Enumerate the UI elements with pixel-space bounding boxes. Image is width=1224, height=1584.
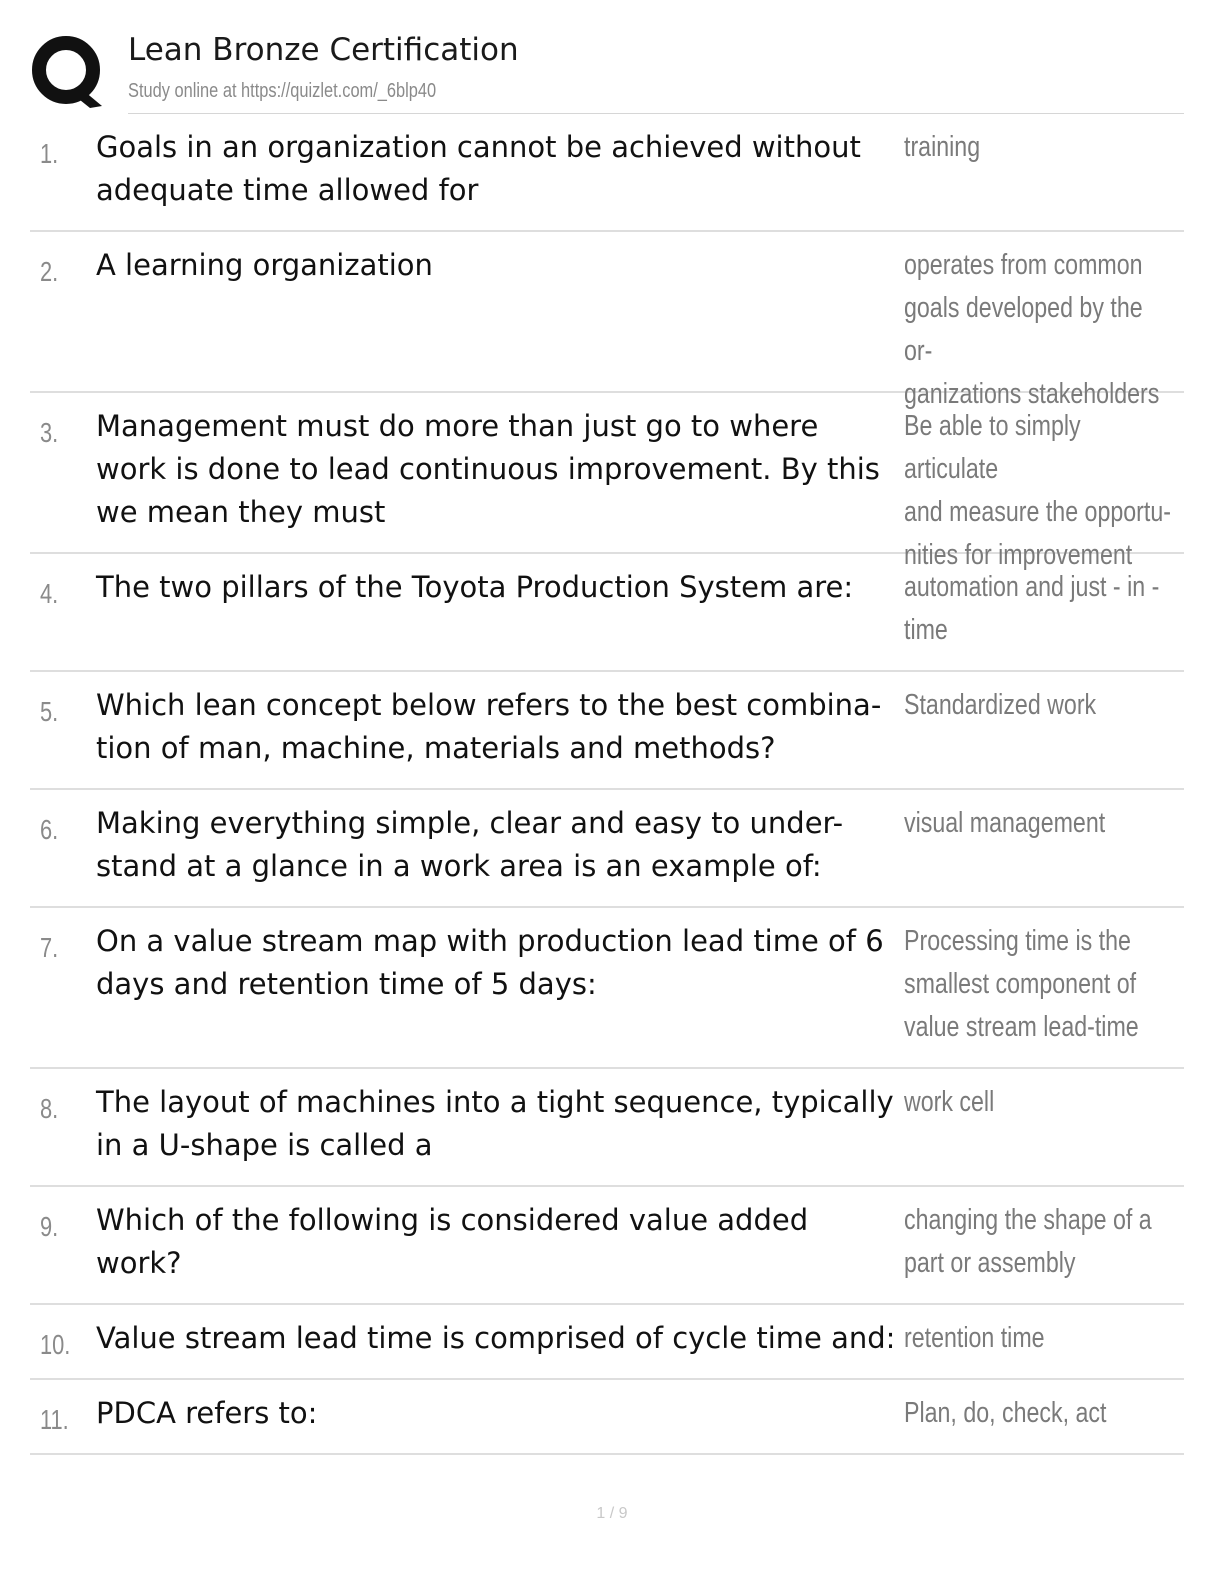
flashcard-row bbox=[30, 554, 1184, 672]
card-number: 2. bbox=[40, 256, 59, 287]
card-definition: visual management bbox=[904, 807, 1106, 839]
card-term: The layout of machines into a tight sequence, typically in a U-shape is called a bbox=[96, 1085, 894, 1162]
card-term: The two pillars of the Toyota Production System are: bbox=[96, 570, 854, 604]
card-number: 11. bbox=[40, 1404, 69, 1435]
page-title: Lean Bronze Certification bbox=[128, 32, 519, 68]
flashcard-list bbox=[30, 114, 1184, 1455]
card-term: On a value stream map with production lead time of 6 days and retention time of 5 days: bbox=[96, 924, 884, 1001]
card-definition: Be able to simply articulate and measure the opportu- nities for improvement bbox=[904, 410, 1171, 571]
card-number: 8. bbox=[40, 1093, 59, 1124]
flashcard-row bbox=[30, 114, 1184, 232]
flashcard-row bbox=[30, 1069, 1184, 1187]
card-term: Which of the following is considered value added work? bbox=[96, 1203, 809, 1280]
card-term: PDCA refers to: bbox=[96, 1396, 318, 1430]
card-term: Making everything simple, clear and easy to under- stand at a glance in a work area is an example of: bbox=[96, 806, 844, 883]
card-definition: automation and just - in - time bbox=[904, 571, 1160, 646]
card-number: 1. bbox=[40, 138, 59, 169]
flashcard-row bbox=[30, 672, 1184, 790]
card-term: A learning organization bbox=[96, 248, 433, 282]
flashcard-row bbox=[30, 908, 1184, 1069]
card-number: 9. bbox=[40, 1211, 59, 1242]
card-definition: changing the shape of a part or assembly bbox=[904, 1204, 1152, 1279]
card-definition: Standardized work bbox=[904, 689, 1097, 721]
flashcard-row bbox=[30, 1380, 1184, 1455]
card-definition: training bbox=[904, 131, 981, 163]
card-number: 5. bbox=[40, 696, 59, 727]
card-number: 10. bbox=[40, 1329, 71, 1360]
card-definition: operates from common goals developed by the or- ganizations stakeholders bbox=[904, 249, 1160, 410]
flashcard-row bbox=[30, 1305, 1184, 1380]
card-term: Which lean concept below refers to the best combina- tion of man, machine, materials and methods? bbox=[96, 688, 882, 765]
card-number: 6. bbox=[40, 814, 59, 845]
card-term: Goals in an organization cannot be achieved without adequate time allowed for bbox=[96, 130, 861, 207]
card-number: 3. bbox=[40, 417, 59, 448]
quizlet-logo-icon bbox=[30, 32, 110, 112]
flashcard-row bbox=[30, 232, 1184, 410]
card-definition: retention time bbox=[904, 1322, 1045, 1354]
card-definition: Plan, do, check, act bbox=[904, 1397, 1107, 1429]
card-term: Management must do more than just go to where work is done to lead continuous improvement. By this we mean they must bbox=[96, 409, 880, 529]
card-term: Value stream lead time is comprised of cycle time and: bbox=[96, 1321, 896, 1355]
page-number: 1 / 9 bbox=[596, 1505, 628, 1522]
flashcard-row bbox=[30, 393, 1184, 571]
card-number: 7. bbox=[40, 932, 59, 963]
study-online-link[interactable]: Study online at https://quizlet.com/_6blp40 bbox=[128, 80, 437, 102]
page-header bbox=[30, 28, 1184, 114]
card-definition: work cell bbox=[904, 1086, 995, 1118]
flashcard-row bbox=[30, 790, 1184, 908]
card-number: 4. bbox=[40, 578, 59, 609]
flashcard-row bbox=[30, 1187, 1184, 1305]
card-definition: Processing time is the smallest component of value stream lead-time bbox=[904, 925, 1139, 1043]
